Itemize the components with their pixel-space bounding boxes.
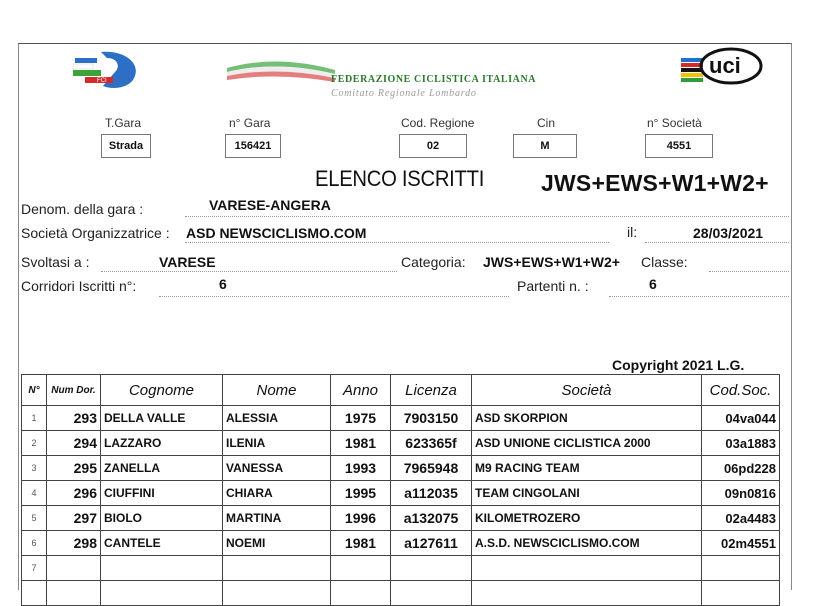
svolta-value: VARESE: [159, 254, 216, 270]
surname-cell: CANTELE: [101, 531, 223, 556]
classe-underline: [709, 271, 789, 272]
tgara-label: T.Gara: [105, 116, 142, 130]
date-underline: [645, 242, 789, 243]
societa-underline: [185, 242, 609, 243]
team-code-cell: 04va044: [702, 406, 780, 431]
row-number-cell: [22, 581, 47, 606]
team-cell: TEAM CINGOLANI: [472, 481, 702, 506]
team-cell: ASD UNIONE CICLISTICA 2000: [472, 431, 702, 456]
categoria-label: Categoria:: [401, 254, 466, 270]
bib-number-cell: 297: [47, 506, 101, 531]
license-cell: a127611: [391, 531, 472, 556]
surname-cell: BIOLO: [101, 506, 223, 531]
denom-label: Denom. della gara :: [21, 201, 144, 217]
row-number-cell: 6: [22, 531, 47, 556]
table-row: [22, 456, 780, 481]
first-name-cell: [223, 581, 331, 606]
col-header-cod-soc: Cod.Soc.: [702, 375, 780, 406]
license-cell: a132075: [391, 506, 472, 531]
svolta-label: Svoltasi a :: [21, 254, 90, 270]
bib-number-cell: 295: [47, 456, 101, 481]
surname-cell: [101, 581, 223, 606]
license-cell: 623365f: [391, 431, 472, 456]
ngara-value: 156421: [225, 134, 281, 158]
first-name-cell: ALESSIA: [223, 406, 331, 431]
denom-value: VARESE-ANGERA: [209, 197, 331, 213]
date-value: 28/03/2021: [693, 225, 764, 241]
row-number-cell: 7: [22, 556, 47, 581]
team-code-cell: 03a1883: [702, 431, 780, 456]
ngara-label: n° Gara: [229, 116, 271, 130]
uci-logo-text: uci: [709, 53, 741, 78]
entries-table: [21, 374, 780, 606]
row-number-cell: 2: [22, 431, 47, 456]
societa-value: ASD NEWSCICLISMO.COM: [186, 225, 367, 241]
corridori-underline: [159, 296, 509, 297]
bib-number-cell: 296: [47, 481, 101, 506]
federation-name: FEDERAZIONE CICLISTICA ITALIANA: [331, 74, 537, 85]
nsocieta-value: 4551: [645, 134, 713, 158]
license-cell: [391, 556, 472, 581]
table-row: [22, 556, 780, 581]
birth-year-cell: 1981: [331, 531, 391, 556]
team-code-cell: 02m4551: [702, 531, 780, 556]
bib-number-cell: [47, 581, 101, 606]
team-code-cell: [702, 581, 780, 606]
team-cell: [472, 556, 702, 581]
col-header-licenza: Licenza: [391, 375, 472, 406]
birth-year-cell: 1981: [331, 431, 391, 456]
corridori-label: Corridori Iscritti n°:: [21, 278, 137, 294]
surname-cell: DELLA VALLE: [101, 406, 223, 431]
categoria-value: JWS+EWS+W1+W2+: [483, 254, 620, 270]
table-row: [22, 581, 780, 606]
col-header-anno: Anno: [331, 375, 391, 406]
col-header-societa: Società: [472, 375, 702, 406]
team-cell: ASD SKORPION: [472, 406, 702, 431]
bib-number-cell: 293: [47, 406, 101, 431]
license-cell: a112035: [391, 481, 472, 506]
bib-number-cell: 298: [47, 531, 101, 556]
team-cell: A.S.D. NEWSCICLISMO.COM: [472, 531, 702, 556]
team-code-cell: 09n0816: [702, 481, 780, 506]
surname-cell: [101, 556, 223, 581]
surname-cell: CIUFFINI: [101, 481, 223, 506]
license-cell: 7965948: [391, 456, 472, 481]
denom-underline: [185, 216, 789, 217]
partenti-value: 6: [649, 276, 657, 292]
first-name-cell: NOEMI: [223, 531, 331, 556]
license-cell: [391, 581, 472, 606]
table-row: [22, 506, 780, 531]
team-cell: M9 RACING TEAM: [472, 456, 702, 481]
col-header-cognome: Cognome: [101, 375, 223, 406]
birth-year-cell: 1995: [331, 481, 391, 506]
table-row: [22, 531, 780, 556]
table-header-row: [22, 375, 780, 406]
col-header-nome: Nome: [223, 375, 331, 406]
cin-value: M: [513, 134, 577, 158]
table-row: [22, 406, 780, 431]
team-code-cell: [702, 556, 780, 581]
registration-sheet: [18, 43, 792, 590]
nsocieta-label: n° Società: [647, 116, 702, 130]
first-name-cell: VANESSA: [223, 456, 331, 481]
first-name-cell: MARTINA: [223, 506, 331, 531]
birth-year-cell: [331, 581, 391, 606]
federation-subtitle: Comitato Regionale Lombardo: [331, 88, 477, 99]
team-code-cell: 06pd228: [702, 456, 780, 481]
societa-label: Società Organizzatrice :: [21, 225, 170, 241]
row-number-cell: 5: [22, 506, 47, 531]
partenti-underline: [609, 296, 789, 297]
row-number-cell: 3: [22, 456, 47, 481]
table-row: [22, 431, 780, 456]
tricolor-band-icon: [227, 58, 337, 86]
license-cell: 7903150: [391, 406, 472, 431]
codregione-value: 02: [399, 134, 467, 158]
il-label: il:: [627, 224, 638, 240]
team-cell: KILOMETROZERO: [472, 506, 702, 531]
fci-logo-text: FCI: [97, 78, 107, 84]
birth-year-cell: 1996: [331, 506, 391, 531]
bib-number-cell: 294: [47, 431, 101, 456]
team-cell: [472, 581, 702, 606]
surname-cell: LAZZARO: [101, 431, 223, 456]
birth-year-cell: [331, 556, 391, 581]
category-heading: JWS+EWS+W1+W2+: [541, 170, 769, 196]
col-header-n: N°: [22, 375, 47, 406]
row-number-cell: 4: [22, 481, 47, 506]
document-title: ELENCO ISCRITTI: [315, 166, 485, 191]
cin-label: Cin: [537, 116, 556, 130]
svolta-underline: [101, 271, 397, 272]
first-name-cell: ILENIA: [223, 431, 331, 456]
birth-year-cell: 1975: [331, 406, 391, 431]
surname-cell: ZANELLA: [101, 456, 223, 481]
classe-label: Classe:: [641, 254, 688, 270]
first-name-cell: [223, 556, 331, 581]
fci-logo-icon: [67, 50, 141, 90]
partenti-label: Partenti n. :: [517, 278, 589, 294]
bib-number-cell: [47, 556, 101, 581]
team-code-cell: 02a4483: [702, 506, 780, 531]
tgara-value: Strada: [101, 134, 151, 158]
uci-logo: [679, 46, 765, 86]
copyright-text: Copyright 2021 L.G.: [612, 357, 745, 373]
row-number-cell: 1: [22, 406, 47, 431]
codregione-label: Cod. Regione: [401, 116, 475, 130]
corridori-value: 6: [219, 276, 227, 292]
uci-rainbow-icon: [679, 46, 765, 86]
col-header-num-dor: Num Dor.: [47, 375, 101, 406]
first-name-cell: CHIARA: [223, 481, 331, 506]
birth-year-cell: 1993: [331, 456, 391, 481]
table-row: [22, 481, 780, 506]
